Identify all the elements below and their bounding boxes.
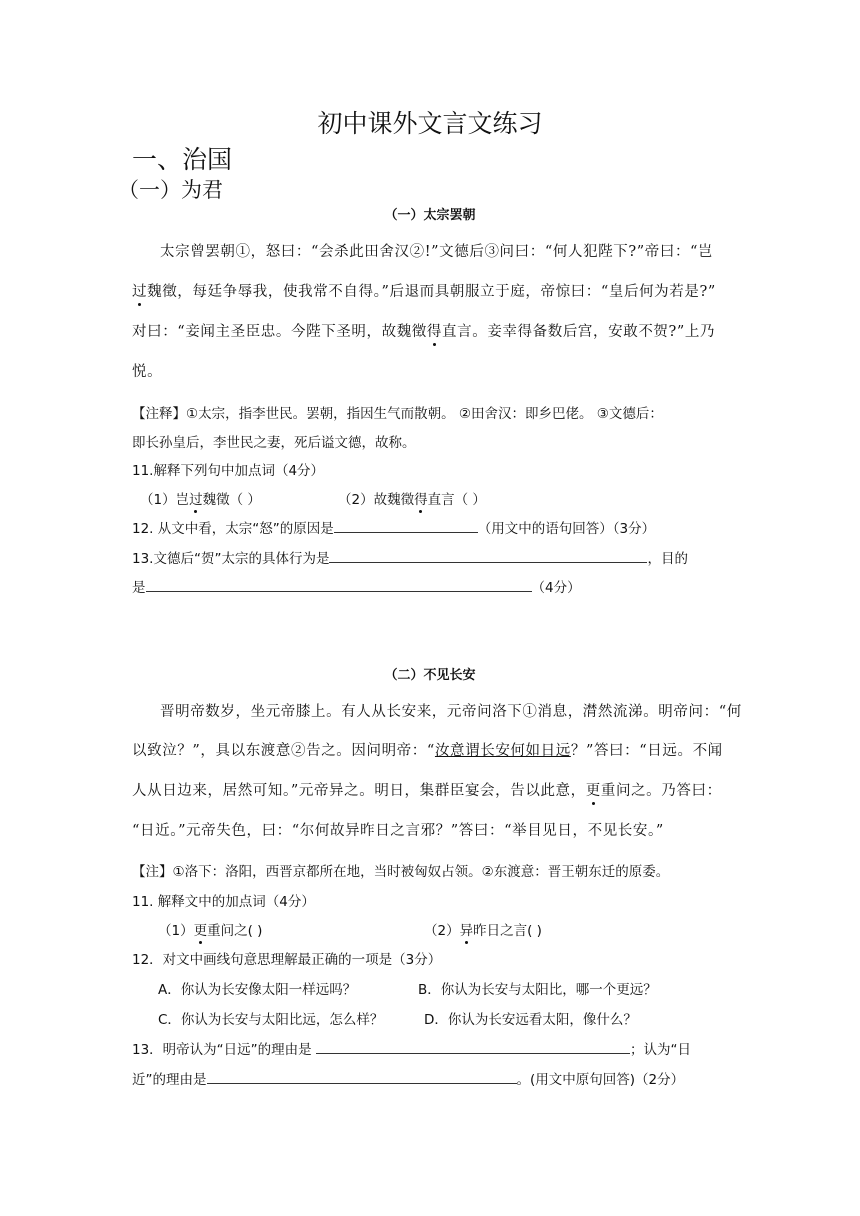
passage2-q13-line1: 13．明帝认为“日远”的理由是 ；认为“日	[132, 1038, 691, 1058]
option-a[interactable]: A．你认为长安像太阳一样远吗？	[158, 982, 357, 998]
passage1-q12: 12. 从文中看，太宗“怒”的原因是 （用文中的语句回答）（3分）	[132, 517, 655, 537]
passage2-q13-line2: 近”的理由是 。(用文中原句回答)（2分）	[132, 1068, 684, 1088]
passage2-line2: 以致泣？”，具以东渡意②告之。因问明帝：“汝意谓长安何如日远？”答曰：“日远。不闻	[132, 743, 723, 759]
dotted-word: 异	[460, 919, 474, 939]
passage1-title: （一）太宗罢朝	[384, 208, 476, 223]
answer-blank[interactable]	[316, 1039, 630, 1054]
passage2-line3: 人从日边来，居然可知。”元帝异之。明日，集群臣宴会，告以此意，更重问之。乃答曰：	[132, 779, 722, 800]
answer-blank[interactable]	[146, 577, 532, 592]
dotted-word: 得	[427, 320, 442, 341]
option-d[interactable]: D．你认为长安远看太阳，像什么？	[424, 1012, 637, 1028]
dotted-word: 过	[132, 280, 147, 301]
passage2-q11-item1: （1）更重问之( )	[158, 919, 262, 939]
passage2-q12: 12．对文中画线句意思理解最正确的一项是（3分）	[132, 952, 442, 968]
passage1-q11-item2: （2）故魏徵得直言（ ）	[338, 488, 486, 508]
dotted-word: 过	[189, 488, 203, 508]
option-c[interactable]: C．你认为长安与太阳比远，怎么样？	[158, 1012, 384, 1028]
passage1-note-line1: 【注释】①太宗，指李世民。罢朝，指因生气而散朝。 ②田舍汉：即乡巴佬。 ③文德后：	[132, 406, 663, 422]
dotted-word: 更	[194, 919, 208, 939]
passage2-line1: 晋明帝数岁，坐元帝膝上。有人从长安来，元帝问洛下①消息，潸然流涕。明帝问：“何	[160, 704, 742, 720]
page-title: 初中课外文言文练习	[317, 109, 543, 138]
passage2-q11-item2: （2）异昨日之言( )	[424, 919, 542, 939]
dotted-word: 得	[414, 488, 428, 508]
passage1-q11: 11.解释下列句中加点词（4分）	[132, 463, 325, 479]
passage1-line4: 悦。	[132, 364, 163, 380]
passage1-line3: 对曰：“妾闻主圣臣忠。今陛下圣明，故魏徵得直言。妾幸得备数后宫，安敢不贺?”上乃	[132, 320, 715, 341]
passage1-line2: 过魏徵，每廷争辱我，使我常不自得。”后退而具朝服立于庭，帝惊曰：“皇后何为若是?”	[132, 280, 716, 301]
passage2-q11: 11. 解释文中的加点词（4分）	[132, 894, 315, 910]
option-b[interactable]: B．你认为长安与太阳比，哪一个更远？	[418, 982, 657, 998]
answer-blank[interactable]	[207, 1069, 517, 1084]
section-heading: 一、治国	[132, 145, 233, 174]
underlined-sentence: 汝意谓长安何如日远	[434, 743, 571, 759]
passage1-note-line2: 即长孙皇后，李世民之妻，死后谥文德，故称。	[132, 435, 416, 451]
passage1-line1: 太宗曾罢朝①，怒曰：“会杀此田舍汉②!”文德后③问曰：“何人犯陛下?”帝曰：“岂	[160, 244, 714, 260]
answer-blank[interactable]	[334, 518, 478, 533]
passage1-q13-line1: 13.文德后“贺”太宗的具体行为是 ，目的	[132, 547, 688, 567]
passage2-line4: “日近。”元帝失色，曰：“尔何故异昨日之言邪？”答曰：“举目见日，不见长安。”	[132, 823, 664, 839]
passage2-title: （二）不见长安	[384, 668, 476, 683]
answer-blank[interactable]	[329, 548, 647, 563]
dotted-word: 更	[586, 779, 601, 800]
passage2-note: 【注】①洛下：洛阳，西晋京都所在地，当时被匈奴占领。②东渡意：晋王朝东迁的原委。	[132, 864, 670, 880]
passage1-q13-line2: 是 （4分）	[132, 576, 581, 596]
passage1-q11-item1: （1）岂过魏徵（ ）	[140, 488, 261, 508]
subsection-heading: （一）为君	[118, 178, 223, 202]
